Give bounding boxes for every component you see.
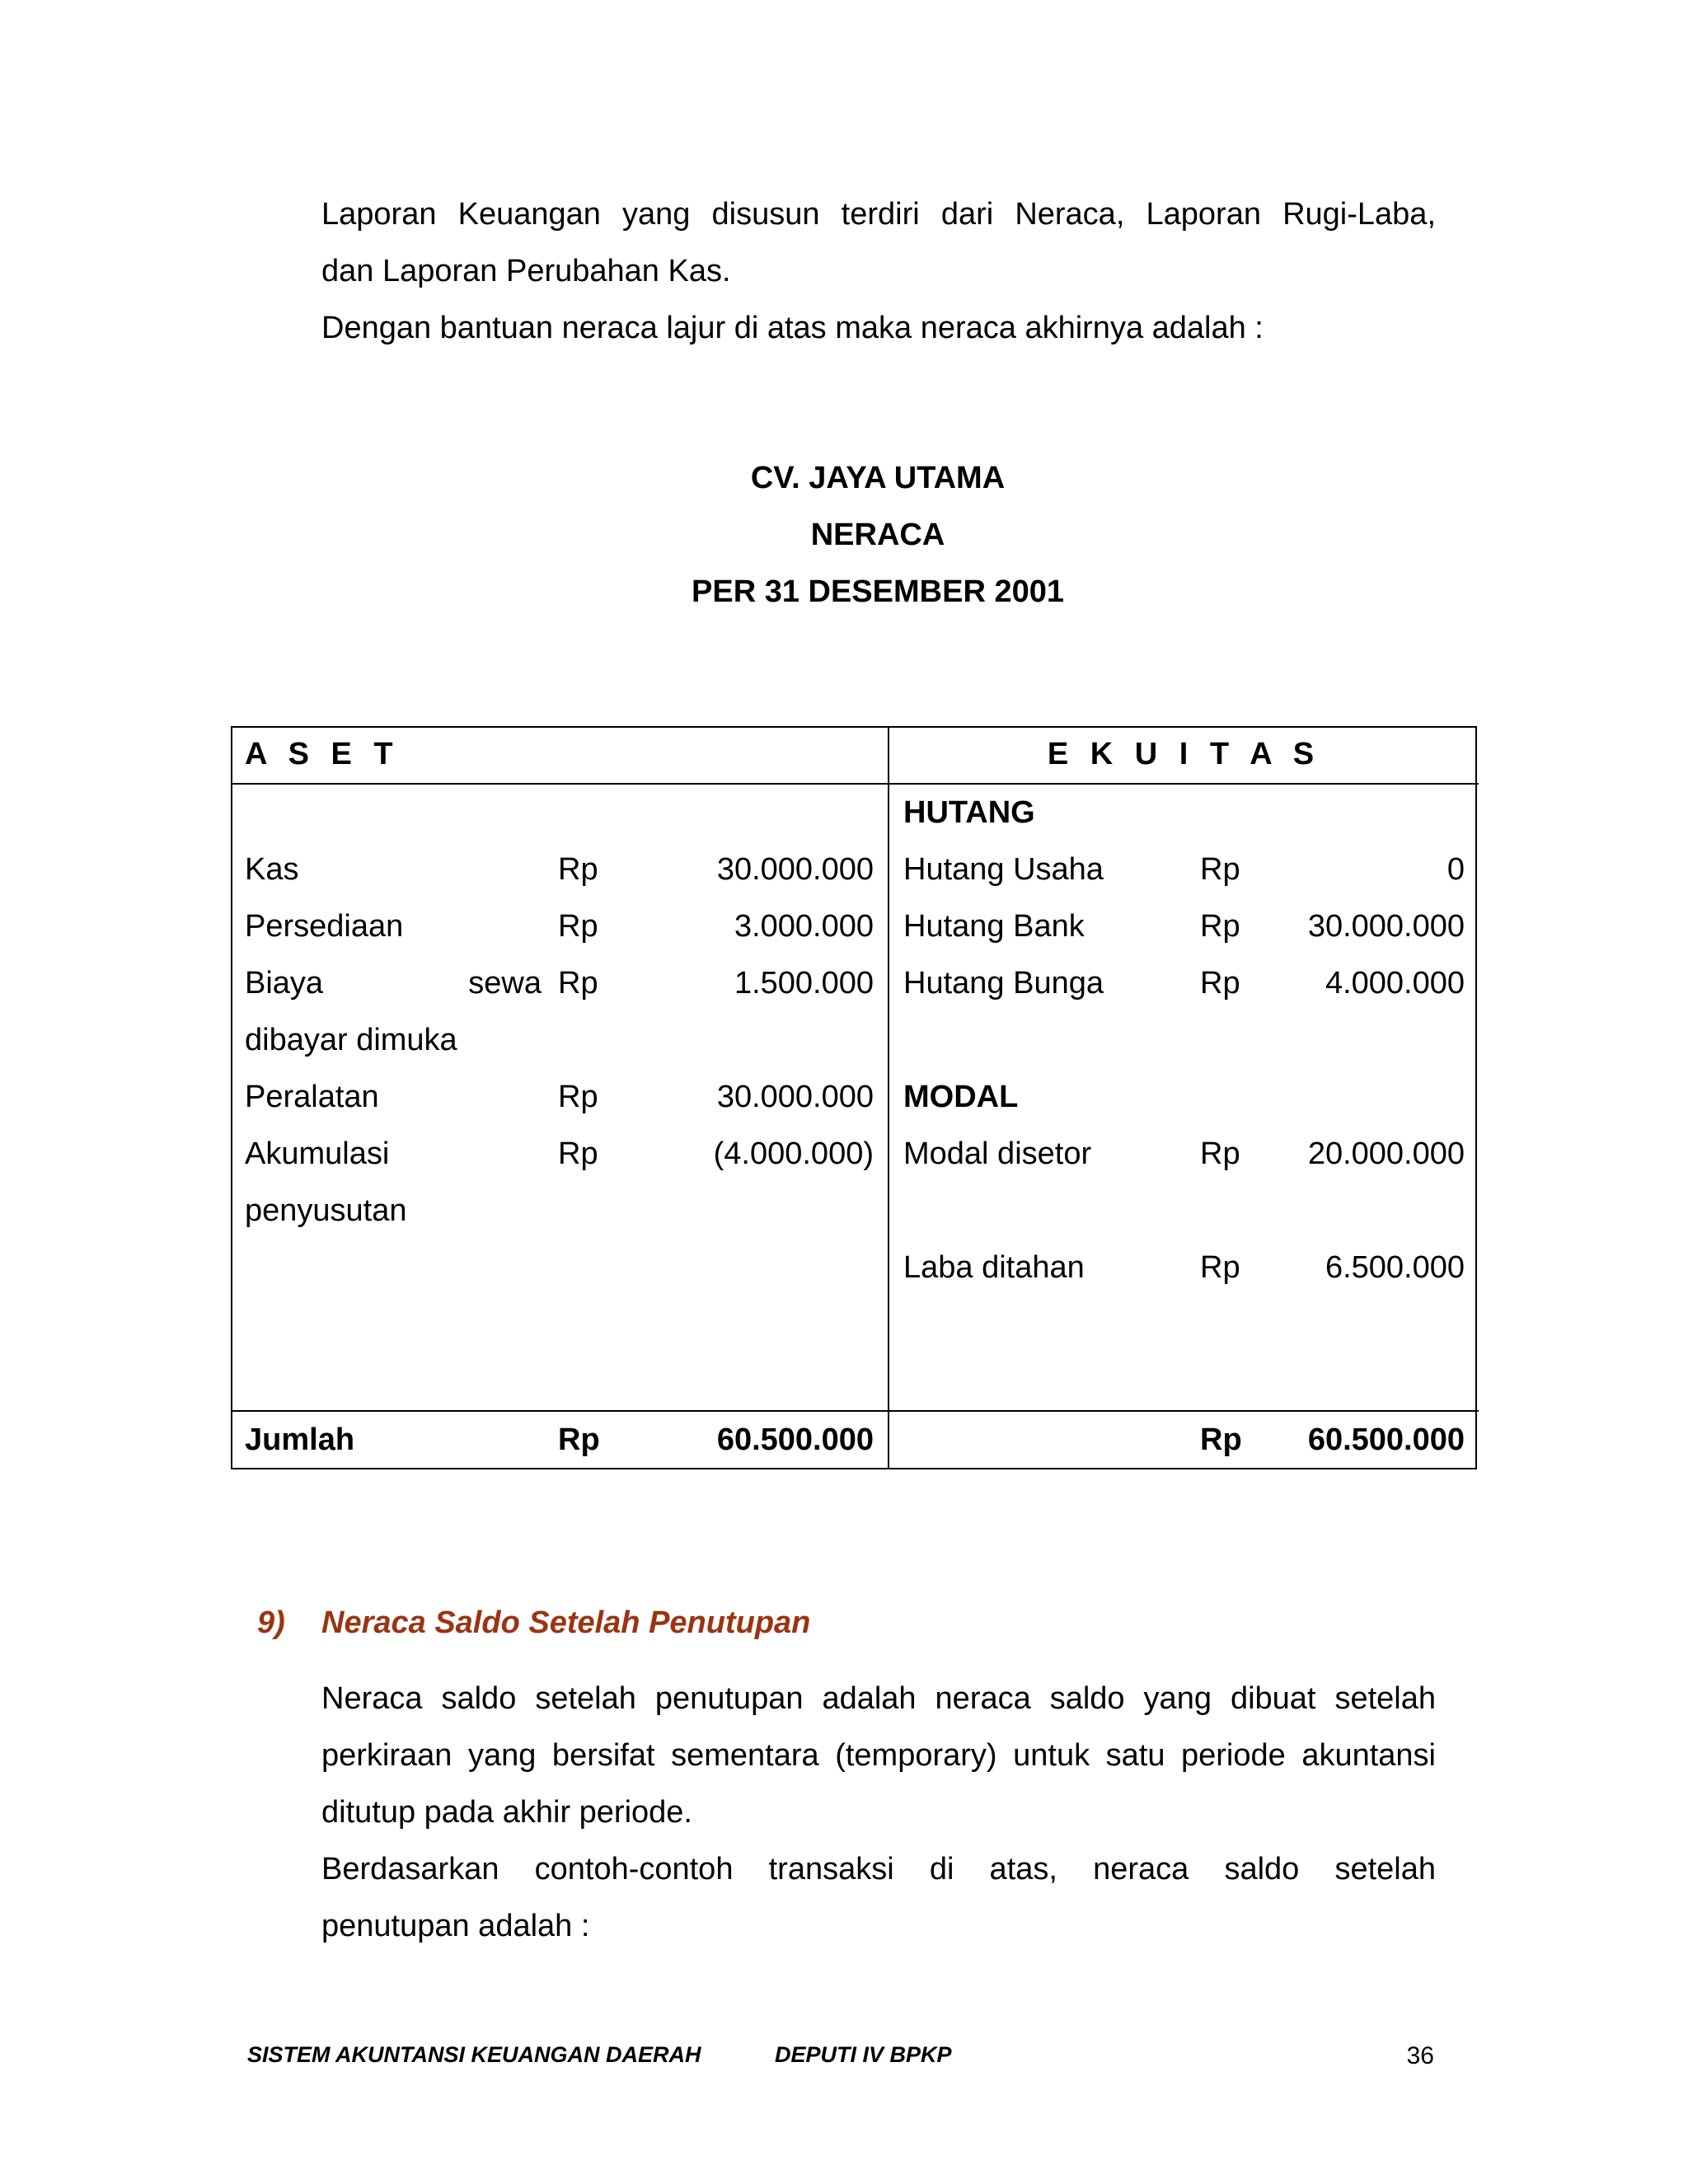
table-row xyxy=(231,1012,1479,1069)
company-name: CV. JAYA UTAMA xyxy=(750,461,1006,495)
section-heading xyxy=(257,1595,810,1652)
intro-paragraph xyxy=(321,186,1436,357)
section-line: ditutup pada akhir periode. xyxy=(321,1795,692,1830)
row-value: 30.000.000 xyxy=(624,1069,889,1126)
footer-middle: DEPUTI IV BPKP xyxy=(775,2042,952,2067)
row-value: 3.000.000 xyxy=(624,898,889,955)
statement-name: NERACA xyxy=(810,518,945,552)
row-value: 30.000.000 xyxy=(624,841,889,898)
balance-sheet-table xyxy=(231,726,1479,1469)
row-currency: Rp xyxy=(1200,852,1240,887)
row-currency: Rp xyxy=(1200,909,1240,944)
total-currency: Rp xyxy=(542,1411,624,1469)
row-value: 30.000.000 xyxy=(1307,909,1465,944)
intro-line: Dengan bantuan neraca lajur di atas maka neraca akhirnya adalah : xyxy=(321,311,1264,345)
row-value: 6.500.000 xyxy=(1325,1250,1465,1285)
table-row xyxy=(231,1240,1479,1296)
row-value: 1.500.000 xyxy=(624,955,889,1012)
page-number: 36 xyxy=(1406,2042,1434,2069)
section-line: penutupan adalah : xyxy=(321,1909,590,1943)
table-spacer-row xyxy=(231,1353,1479,1411)
modal-label: MODAL xyxy=(903,1080,1019,1114)
row-label xyxy=(231,955,542,1012)
row-label: penyusutan xyxy=(245,1193,407,1228)
statement-date: PER 31 DESEMBER 2001 xyxy=(692,574,1064,609)
row-label: Laba ditahan xyxy=(903,1250,1085,1285)
total-value: 60.500.000 xyxy=(624,1411,889,1469)
row-label: Modal disetor xyxy=(903,1137,1092,1171)
table-row xyxy=(231,1183,1479,1240)
table-row xyxy=(231,1126,1479,1183)
total-value: 60.500.000 xyxy=(1266,1411,1479,1469)
section-line: Berdasarkan contoh-contoh transaksi di atas, neraca saldo setelah xyxy=(321,1852,1436,1886)
section-number: 9) xyxy=(257,1605,285,1640)
table-header-row xyxy=(231,726,1479,784)
hutang-label: HUTANG xyxy=(903,795,1035,830)
row-label-part: sewa xyxy=(468,966,542,1001)
section-line: Neraca saldo setelah penutupan adalah neraca saldo yang dibuat setelah xyxy=(321,1681,1436,1716)
row-currency: Rp xyxy=(558,909,598,944)
row-value: 20.000.000 xyxy=(1307,1137,1465,1171)
total-label: Jumlah xyxy=(231,1411,542,1469)
table-row xyxy=(231,955,1479,1012)
aset-header: A S E T xyxy=(231,726,889,784)
table-spacer-row xyxy=(231,1296,1479,1353)
section-title: Neraca Saldo Setelah Penutupan xyxy=(321,1605,811,1640)
row-label: Akumulasi xyxy=(245,1137,390,1171)
page-footer xyxy=(247,2042,1434,2068)
intro-line: dan Laporan Perubahan Kas. xyxy=(321,254,731,288)
row-value: 0 xyxy=(1447,852,1465,887)
row-currency: Rp xyxy=(1200,1137,1240,1171)
table-row xyxy=(231,841,1479,898)
total-row xyxy=(231,1411,1479,1469)
footer-left: SISTEM AKUNTANSI KEUANGAN DAERAH xyxy=(247,2042,701,2067)
section-paragraph xyxy=(321,1671,1436,1955)
row-currency: Rp xyxy=(558,1080,598,1114)
intro-line: Laporan Keuangan yang disusun terdiri dari Neraca, Laporan Rugi-Laba, xyxy=(321,197,1436,232)
row-value: 4.000.000 xyxy=(1325,966,1465,1001)
row-value: (4.000.000) xyxy=(624,1126,889,1183)
row-currency: Rp xyxy=(558,966,598,1001)
ekuitas-header: E K U I T A S xyxy=(889,726,1479,784)
row-currency: Rp xyxy=(558,1137,598,1171)
row-currency: Rp xyxy=(558,852,598,887)
total-currency: Rp xyxy=(1184,1411,1266,1469)
row-label: Hutang Usaha xyxy=(903,852,1104,887)
section-line: perkiraan yang bersifat sementara (temporary) untuk satu periode akuntansi xyxy=(321,1738,1436,1773)
table-row xyxy=(231,784,1479,841)
row-label: Hutang Bank xyxy=(903,909,1085,944)
row-currency: Rp xyxy=(1200,1250,1240,1285)
row-label-part: Biaya xyxy=(245,966,324,1001)
row-label: dibayar dimuka xyxy=(245,1023,457,1057)
row-label: Peralatan xyxy=(245,1080,379,1114)
table-row xyxy=(231,1069,1479,1126)
row-label: Kas xyxy=(245,852,299,887)
row-currency: Rp xyxy=(1200,966,1240,1001)
row-label: Persediaan xyxy=(245,909,404,944)
table-row xyxy=(231,898,1479,955)
row-label: Hutang Bunga xyxy=(903,966,1104,1001)
